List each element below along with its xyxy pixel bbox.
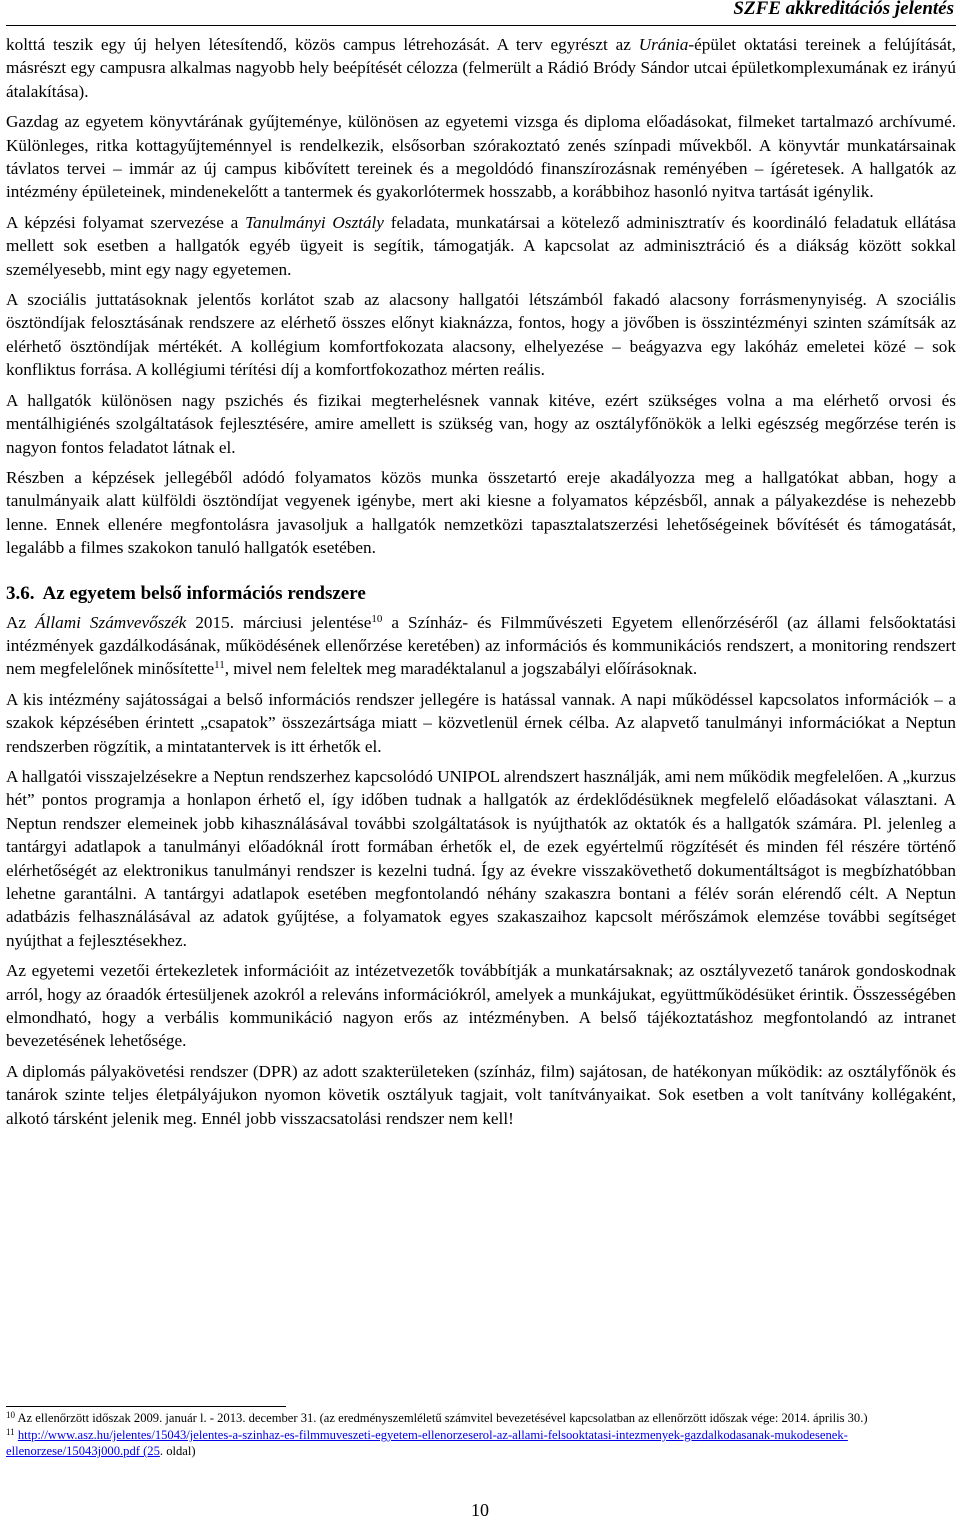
paragraph-study-office: A képzési folyamat szervezése a Tanulmányi Osztály feladata, munkatársai a kötelező adminisztratív és koordináló feladatuk ellátása mellett sok esetben a hallgatók egyéb ügyeit is segítik, támogatják. A kapcsolat az adminisztráció és a diákság között sokkal személyesebb, mint egy nagy egyetemen.	[6, 212, 957, 279]
paragraph-mobility: Részben a képzések jellegéből adódó folyamatos közös munka összetartó ereje akadályozza meg a hallgatókat abban, hogy a tanulmányaik alatt külföldi ösztöndíjat vegyenek igénybe, mert aki kiesne a folyamatos képzésből, annak a pályakezdése is nehezebb lenne. Ennek ellenére megfontolásra javasoljuk a hallgatók nemzetközi tapasztalatszerzési lehetőségeinek bővítését és támogatását, legalább a filmes szakokon tanuló hallgatók esetében.	[6, 467, 956, 558]
emphasis-tanulmanyi-osztaly: Tanulmányi Osztály	[245, 212, 384, 232]
paragraph-neptun: A hallgatói visszajelzésekre a Neptun rendszerhez kapcsolódó UNIPOL alrendszert használják, ami nem működik megfelelően. A „kurzus hét” pontos programja a honlapon érhető el, így időben tudnak a hallgatók az érdeklődésüknek megfelelő előadásokat választani. A Neptun rendszer elemeinek jobb kihasználásával további szolgáltatások is nyújthatók az oktatók és a hallgatók számára. Pl. jelenleg a tantárgyi adatlapok a tanulmányi előadóknál írott formában érhetők el, de ezek egyértelmű rögzítését és minden fél részére történő elérhetőségét az elektronikus tanulmányi rendszer is kezelni tudná. Így az évekre visszakövethető dokumentáltságot is megbízhatóbban lehetne garantálni. A tantárgyi adatlapok esetében megfontolandó néhány szakaszra bontani a félév során elérendő célt. A Neptun adatbázis felhasználásával az adatok gyűjtése, a folyamatok egyes szakaszaihoz kapcsolt mérőszámok elemzése további segítséget nyújthat a fejlesztésekhez.	[6, 766, 956, 950]
paragraph-meetings: Az egyetemi vezetői értekezletek információit az intézetvezetők továbbítják a munkatársaknak; az osztályvezető tanárok gondoskodnak arról, hogy az óraadók értesüljenek azokról a releváns információkról, amelyek a munkájukat, együttműködésüket érintik. Összességében elmondható, hogy a verbális kommunikáció nagyon erős az intézményben. A belső tájékoztatáshoz megfontolandó az intranet bevezetésének lehetősége.	[6, 961, 956, 1051]
emphasis-urania: Uránia	[638, 35, 689, 54]
footnote-ref-10[interactable]: 10	[371, 612, 383, 625]
footnote-ref-11[interactable]: 11	[214, 659, 225, 672]
running-header: SZFE akkreditációs jelentés	[733, 0, 954, 19]
paragraph-audit: Az Állami Számvevőszék 2015. márciusi jelentése$^{10}$ a Színház- és Filmművészeti Egyetem ellenőrzéséről (az állami felsőoktatási intézmények gazdálkodásának, működésének ellenőrzése keretében) az információs és kommunikációs rendszert, a monitoring rendszert nem megfelelőnek minősítette$^{11}$, mivel nem feleltek meg maradéktalanul a jogszabályi előírásoknak.	[6, 612, 956, 679]
paragraph-library: Gazdag az egyetem könyvtárának gyűjteménye, különösen az egyetemi vizsga és diploma előadásokat, filmeket tartalmazó archívumé. Különleges, ritka kottagyűjteménnyel is rendelkezik, elsősorban szórakoztató zenés színpadi művekből. A könyvtár munkatársainak távlatos tervei – immár az új campus kibővített tereinek és a megoldódó finanszírozásnak reményében – ígéretesek. A hallgatók az intézmény épületeinek, mindenekelőtt a tantermek és gyakorlótermek hosszabb, a korábbihoz hasonló nyitva tartását igénylik.	[6, 112, 956, 202]
section-title: Az egyetem belső információs rendszere	[42, 582, 366, 604]
footnote-link[interactable]: http://www.asz.hu/jelentes/15043/jelentes-a-szinhaz-es-filmmuveszeti-egyetem-ellenorzeserol-az-allami-felsooktatasi-intezmenyek-gazdalkodasanak-mukodesenek-ellenorzese/15043j000.pdf (25	[6, 1428, 848, 1458]
body-text	[6, 33, 956, 1137]
footnote-mark-11: 11	[6, 1427, 15, 1437]
footnote-separator	[6, 1406, 286, 1407]
emphasis-allami-szamvevoszek: Állami Számvevőszék	[35, 612, 187, 632]
paragraph-dpr: A diplomás pályakövetési rendszer (DPR) az adott szakterületeken (színház, film) sajátosan, de hatékonyan működik: az osztályfőnök és tanárok szinte teljes életpályájukon nyomon követik osztályuk tagjait, volt tanítványaikat. Sok esetben a volt tanítvány kollégaként, alkotó társként jelenik meg. Ennél jobb visszacsatolási rendszer nem kell!	[6, 1061, 956, 1128]
paragraph-internal-info: A kis intézmény sajátosságai a belső információs rendszer jellegére is hatással vannak. A napi működéssel kapcsolatos információk – a szakok képzésében érintett „csapatok” összezártsága miatt – közvetlenül érnek célba. Az alapvető tanulmányi információkat a Neptun rendszerben rögzítik, a mintatantervek is itt érhetők el.	[6, 689, 956, 756]
paragraph: kolttá teszik egy új helyen létesítendő, közös campus létrehozását. A terv egyrészt az Uránia-épület oktatási tereinek a felújítását, másrészt egy campusra alkalmas nagyobb hely beépítését célozza (felmerült a Rádió Bródy Sándor utcai épületkomplexumának ez irányú átalakítása).	[6, 35, 956, 101]
paragraph-mental-health: A hallgatók különösen nagy pszichés és fizikai megterhelésnek vannak kitéve, ezért szükséges volna a ma elérhető orvosi és mentálhigiénés szolgáltatások fejlesztésére, amire amellett is szükség van, hogy az osztályfőnökök a lelki egészség megőrzése terén is nagyon fontos feladatot látnak el.	[6, 390, 956, 457]
footnote-10: $^{10}$ Az ellenőrzött időszak 2009. január l. - 2013. december 31. (az eredményszemléletű számvitel bevezetésével kapcsolatban az ellenőrzött időszak vége: 2014. április 30.)	[6, 1410, 868, 1425]
header-divider	[6, 25, 956, 26]
section-heading	[6, 582, 956, 606]
paragraph-social-support: A szociális juttatásoknak jelentős korlátot szab az alacsony hallgatói létszámból fakadó alacsony forrásmenynyiség. A szociális ösztöndíjak felosztásának rendszere az elérhető összes előnyt kiaknázza, fontos, hogy a jövőben is összintézményi szinten számítsák az elérhető ösztöndíjak mértékét. A kollégium komfortfokozata alacsony, elhelyezése – beágyazva egy lakóház emeletei közé – sok konfliktus forrása. A kollégiumi térítési díj a komfortfokozathoz mérten reális.	[6, 290, 956, 380]
footnotes	[6, 1410, 956, 1460]
page-number: 10	[471, 1500, 489, 1520]
section-number: 3.6.	[6, 582, 35, 604]
footnote-11: $^{11}$ http://www.asz.hu/jelentes/15043/jelentes-a-szinhaz-es-filmmuveszeti-egyetem-ellenorzeserol-az-allami-felsooktatasi-intezmenyek-gazdalkodasanak-mukodesenek-ellenorzese/15043j000.pdf (25. oldal)	[6, 1427, 848, 1458]
footnote-mark-10: 10	[6, 1410, 15, 1420]
